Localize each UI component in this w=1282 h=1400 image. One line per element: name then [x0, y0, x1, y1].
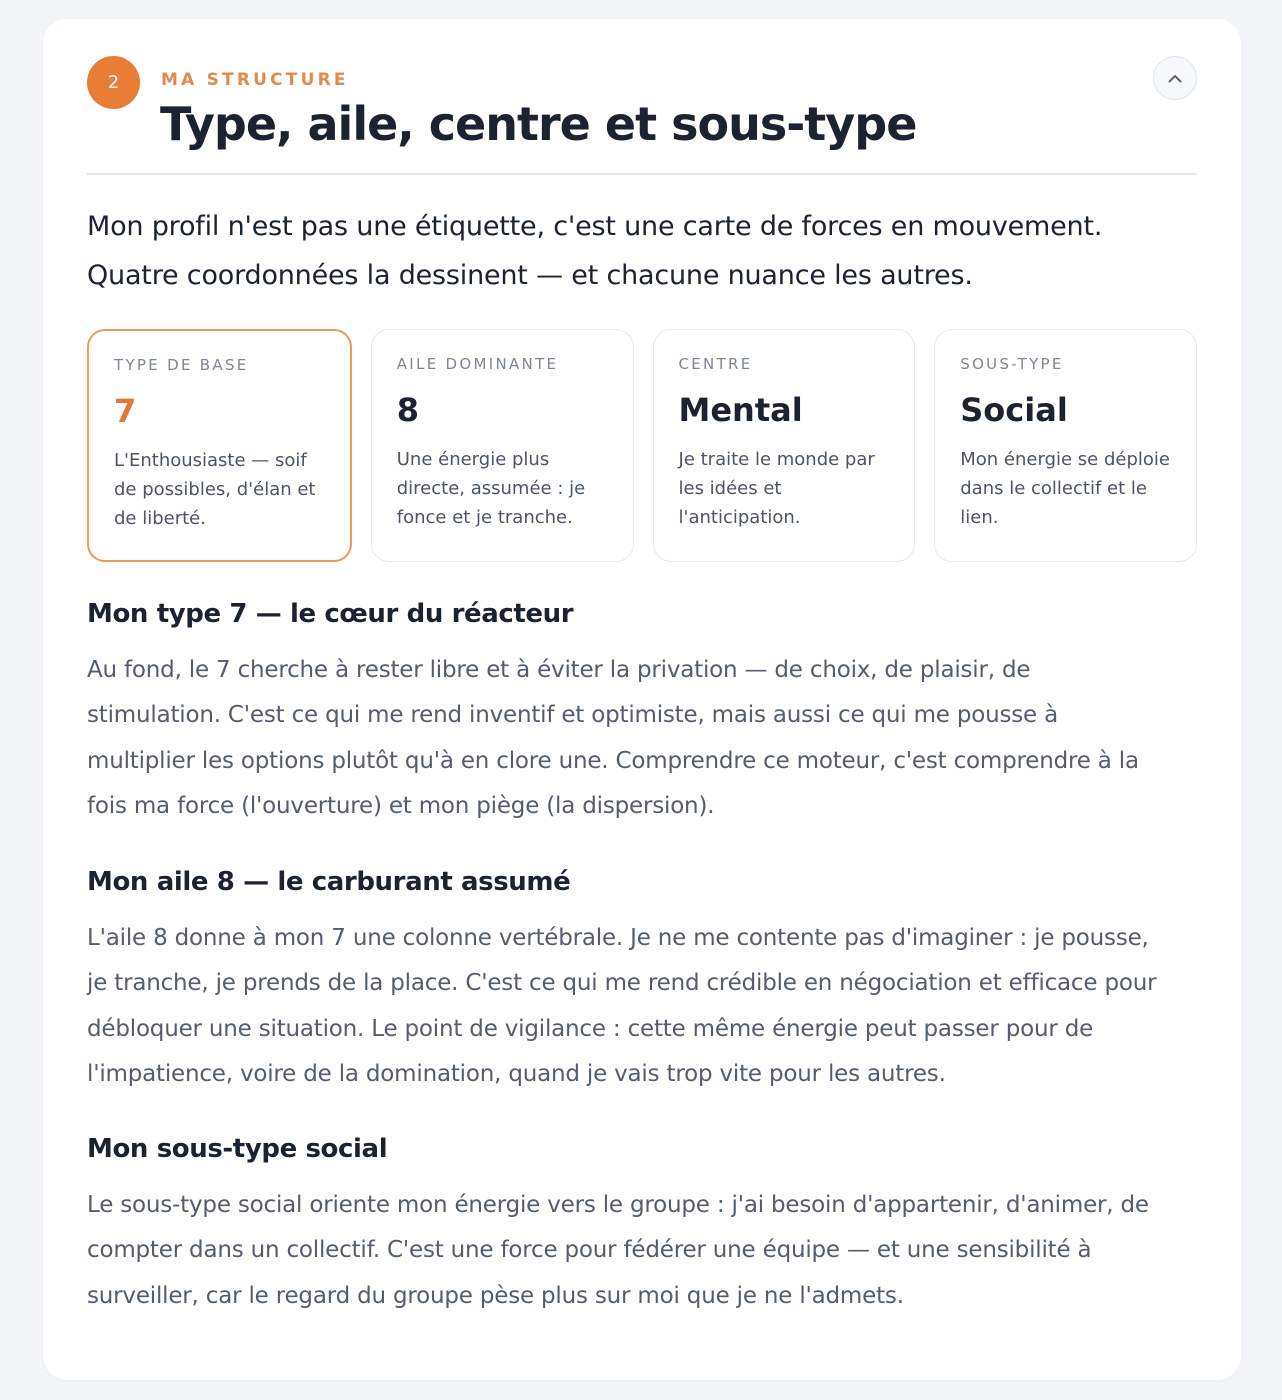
tile-description: Mon énergie se déploie dans le collectif et le lien. [960, 449, 1170, 528]
section-body-aile: L'aile 8 donne à mon 7 une colonne vertébrale. Je ne me contente pas d'imaginer : je pousse, je tranche, je prends de la place. C'est ce qui me rend crédible en négociation et efficace pour débloquer une situation. Le point de vigilance : cette même énergie peut passer pour de l'impatience, voire de la domination, quand je vais trop vite pour les autres. [87, 925, 1157, 1087]
chevron-up-icon [1168, 74, 1182, 83]
collapse-button[interactable] [1153, 56, 1197, 100]
tile-type-de-base [87, 329, 352, 562]
header-divider [87, 173, 1197, 175]
section-eyebrow: MA STRUCTURE [161, 70, 349, 90]
section-body-type: Au fond, le 7 cherche à rester libre et à éviter la privation — de choix, de plaisir, de stimulation. C'est ce qui me rend inventif et optimiste, mais aussi ce qui me pousse à multiplier les options plutôt qu'à en clore une. Comprendre ce moteur, c'est comprendre à la fois ma force (l'ouverture) et mon piège (la dispersion). [87, 657, 1139, 819]
coordinates-grid [87, 329, 1197, 562]
tile-label: AILE DOMINANTE [396, 355, 559, 373]
step-number: 2 [107, 72, 120, 93]
intro-text: Mon profil n'est pas une étiquette, c'est une carte de forces en mouvement. Quatre coordonnées la dessinent — et chacune nuance les autres. [87, 211, 1103, 291]
tile-centre [653, 329, 916, 562]
tile-description: Une énergie plus directe, assumée : je fonce et je tranche. [396, 449, 586, 528]
tile-value: 8 [396, 391, 420, 429]
page-title: Type, aile, centre et sous-type [160, 97, 917, 151]
section-heading-aile: Mon aile 8 — le carburant assumé [87, 867, 571, 897]
tile-description: Je traite le monde par les idées et l'anticipation. [678, 449, 875, 528]
tile-sous-type [934, 329, 1197, 562]
section-body-sous-type: Le sous-type social oriente mon énergie vers le groupe : j'ai besoin d'appartenir, d'animer, de compter dans un collectif. C'est une force pour fédérer une équipe — et une sensibilité à surveiller, car le regard du groupe pèse plus sur moi que je ne l'admets. [87, 1192, 1149, 1309]
tile-value: Mental [678, 391, 803, 429]
tile-label: SOUS-TYPE [960, 355, 1064, 373]
tile-value: Social [960, 391, 1068, 429]
section-heading-sous-type: Mon sous-type social [87, 1134, 388, 1164]
step-number-badge [87, 56, 140, 109]
structure-card [43, 19, 1241, 1380]
tile-aile-dominante [371, 329, 634, 562]
tile-label: CENTRE [678, 355, 753, 373]
tile-description: L'Enthousiaste — soif de possibles, d'élan et de liberté. [114, 450, 316, 529]
tile-label: TYPE DE BASE [114, 356, 249, 374]
section-heading-type: Mon type 7 — le cœur du réacteur [87, 599, 574, 629]
tile-value: 7 [114, 392, 137, 430]
